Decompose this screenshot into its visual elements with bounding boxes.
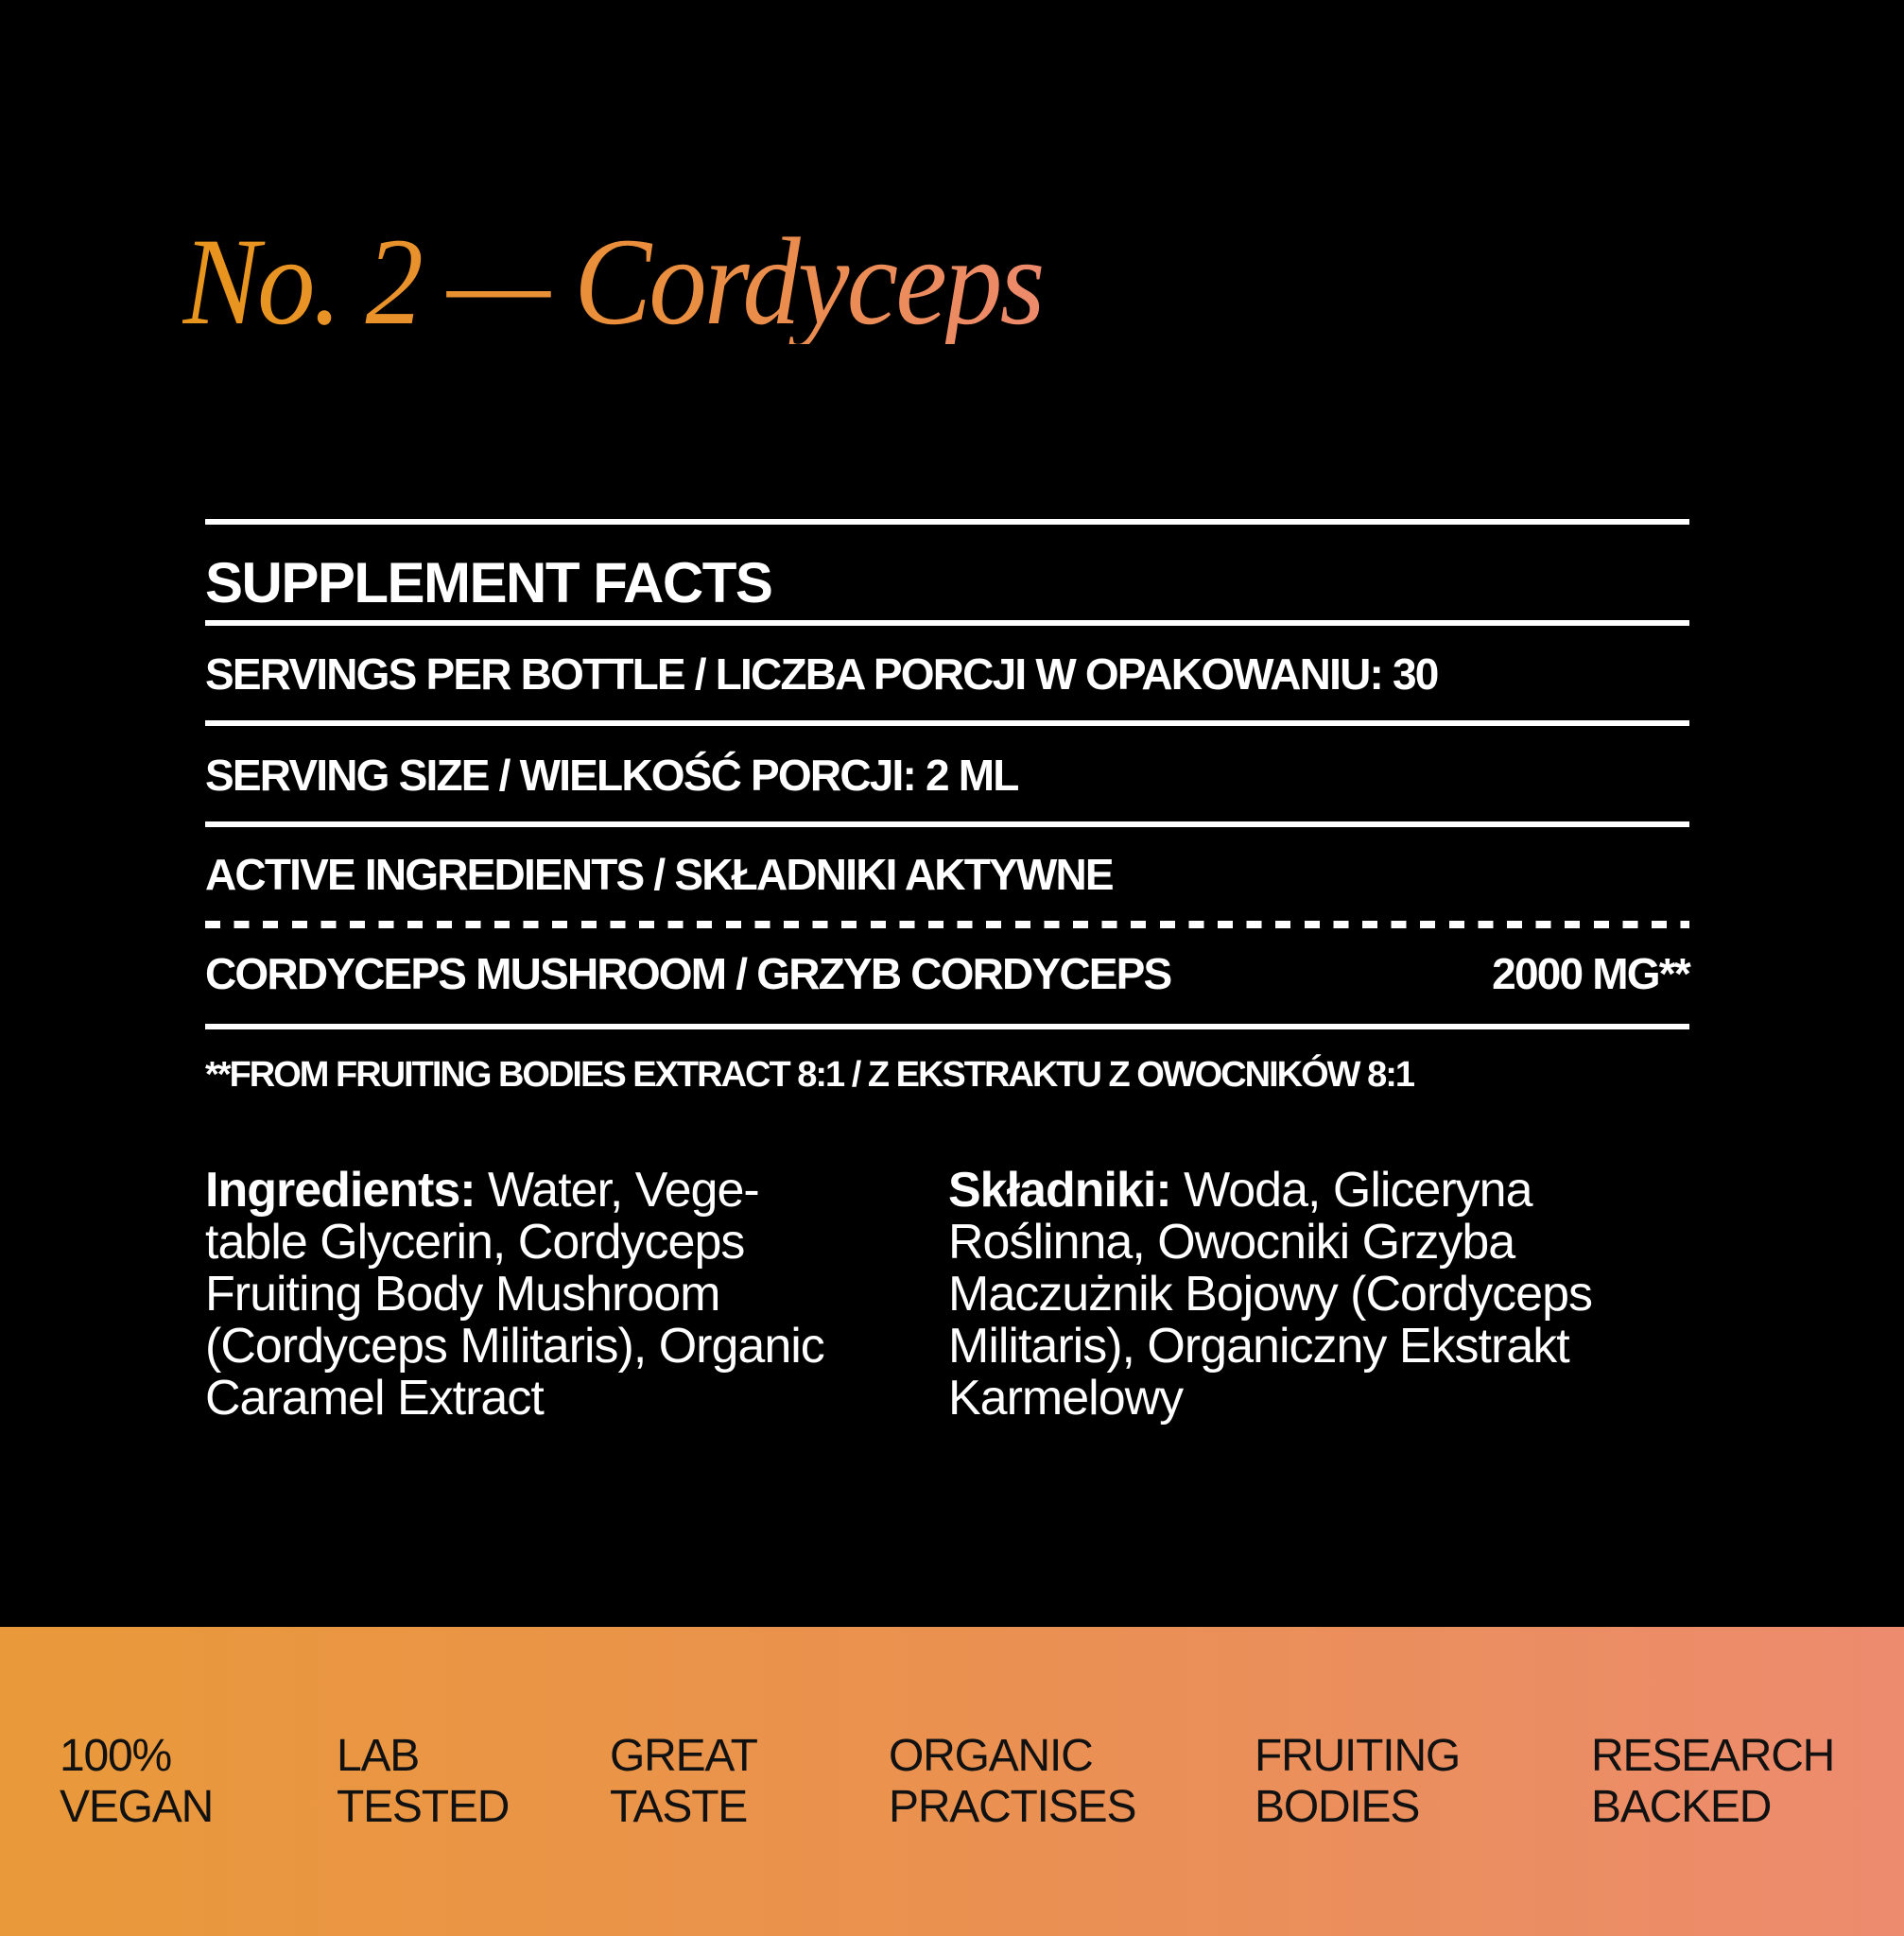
serving-size-label: SERVING SIZE / WIELKOŚĆ PORCJI: [205, 751, 916, 800]
badge-line: RESEARCH [1591, 1731, 1835, 1781]
badge-organic-practises [889, 1731, 1135, 1833]
active-ingredient-name: CORDYCEPS MUSHROOM / GRZYB CORDYCEPS [205, 949, 1171, 998]
badge-lab-tested [337, 1731, 509, 1833]
badge-line: GREAT [610, 1731, 757, 1781]
facts-title: SUPPLEMENT FACTS [205, 551, 772, 614]
badge-research-backed [1591, 1731, 1834, 1833]
badge-great-taste [610, 1731, 757, 1833]
badge-line: BACKED [1591, 1782, 1772, 1832]
serving-size-row [205, 750, 1018, 801]
servings-value: 30 [1393, 649, 1438, 699]
badge-line: TASTE [610, 1782, 748, 1832]
badge-line: VEGAN [60, 1782, 214, 1832]
ingredients-en-label: Ingredients: [205, 1163, 476, 1218]
badge-vegan [60, 1731, 213, 1833]
ingredients-pl-label: Składniki: [948, 1163, 1171, 1218]
servings-label: SERVINGS PER BOTTLE / LICZBA PORCJI W OPAKOWANIU: [205, 649, 1383, 699]
active-ingredient-amount: 2000 MG** [1492, 949, 1689, 998]
divider [205, 1024, 1689, 1029]
divider [205, 720, 1689, 726]
ingredients-en [205, 1165, 857, 1425]
ingredients-pl [948, 1165, 1705, 1425]
divider [205, 620, 1689, 626]
badge-line: ORGANIC [889, 1731, 1093, 1781]
servings-per-bottle-row [205, 648, 1438, 700]
dashed-divider [205, 921, 1689, 928]
badge-line: PRACTISES [889, 1782, 1136, 1832]
badge-line: 100% [60, 1731, 171, 1781]
footnote: **FROM FRUITING BODIES EXTRACT 8:1 / Z EKSTRAKTU Z OWOCNIKÓW 8:1 [205, 1055, 1414, 1095]
product-title: No. 2 — Cordyceps [182, 212, 1043, 351]
benefits-band [0, 1627, 1904, 1936]
serving-size-value: 2 ML [926, 751, 1018, 800]
divider [205, 519, 1689, 525]
ingredients-en-text: Water, Vege-table Glycerin, Cordyceps Fruiting Body Mushroom (Cordyceps Militaris), Organic Caramel Extract [205, 1163, 824, 1426]
badge-line: BODIES [1255, 1782, 1420, 1832]
badge-line: TESTED [337, 1782, 510, 1832]
badge-fruiting-bodies [1255, 1731, 1460, 1833]
badge-line: FRUITING [1255, 1731, 1461, 1781]
active-ingredients-header: ACTIVE INGREDIENTS / SKŁADNIKI AKTYWNE [205, 850, 1113, 899]
ingredients-pl-text: Woda, Gliceryna Roślinna, Owocniki Grzyba Maczużnik Bojowy (Cordyceps Militaris), Organiczny Ekstrakt Karmelowy [948, 1163, 1593, 1426]
badge-line: LAB [337, 1731, 420, 1781]
divider [205, 821, 1689, 827]
